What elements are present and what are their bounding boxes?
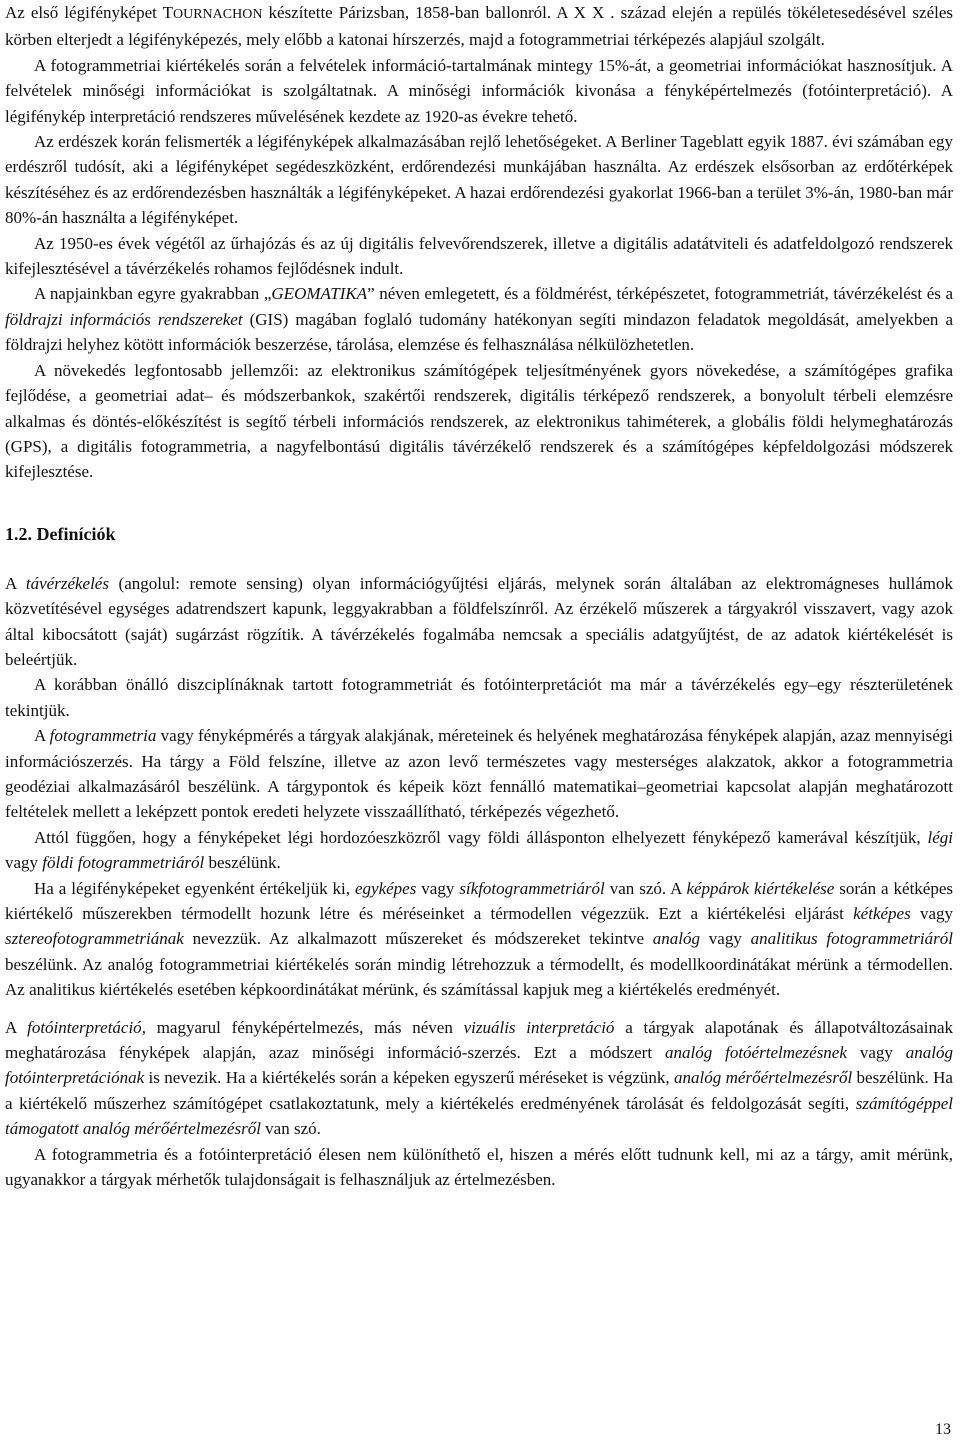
page-number: 13	[935, 1420, 951, 1438]
spacer	[5, 559, 953, 571]
definitions-section	[5, 571, 953, 1003]
spacer	[5, 510, 953, 522]
paragraph: Az erdészek korán felismerték a légifényképek alkalmazásában rejlő lehetőségeket. A Berliner Tageblatt egyik 1887. évi számában egy erdészről tudósít, aki a légifényképet segédeszközként, erdőrendezési munkájában használta. Az erdészek elsősorban az erdőtérképek készítéséhez és az erdőrendezésben használták a légifényképeket. A hazai erdőrendezési gyakorlat 1966-ban a terület 3%-án, 1980-ban már 80%-án használta a légifényképet.	[5, 132, 953, 228]
paragraph: Az első légifényképet TOURNACHON készítette Párizsban, 1858-ban ballonról. A X X . század elején a repülés tökéletesedésével széles körben elterjedt a légifényképezés, mely előbb a katonai hírszerzés, majd a fotogrammetriai térképezés alapjául szolgált.	[5, 3, 953, 50]
paragraph: Ha a légifényképeket egyenként értékeljük ki, egyképes vagy síkfotogrammetriáról van szó. A képpárok kiértékelése során a kétképes kiértékelő műszerekben térmodellt hozunk létre és méréseinket a térmodellen végezzük. Ezt a kiértékelési eljárást kétképes vagy sztereofotogrammetriának nevezzük. Az alkalmazott műszereket és módszereket tekintve analóg vagy analitikus fotogrammetriáról beszélünk. Az analóg fotogrammetriai kiértékelés során mindig létrehozzuk a térmodellt, és modellkoordinátákat mérünk a térmodellen. Az analitikus kiértékelés esetében képkoordinátákat mérünk, és számítással kapjuk meg a kiértékelés eredményét.	[5, 878, 954, 1000]
paragraph: Attól függően, hogy a fényképeket légi hordozóeszközről vagy földi állásponton elhelyezett fényképező kamerával készítjük, légi vagy földi fotogrammetriáról beszélünk.	[5, 827, 953, 873]
paragraph: A távérzékelés (angolul: remote sensing) olyan információgyűjtési eljárás, melynek során általában az elektromágneses hullámok közvetítésével egységes adatrendszert kapunk, leggyakrabban a földfelszínről. Az érzékelő műszerek a tárgyakról visszavert, vagy azok által kibocsátott (saját) sugárzást rögzítik. A távérzékelés fogalmába nemcsak a speciális adatgyűjtést, de az adatok kiértékelését is beleértjük.	[5, 573, 953, 669]
section-heading: 1.2. Definíciók	[5, 523, 116, 544]
paragraph: A fotóinterpretáció, magyarul fényképértelmezés, más néven vizuális interpretáció a tárgyak alapotának és állapotváltozásainak meghatározása fényképek alapján, azaz minőségi információ-szerzés. Ezt a módszert analóg fotóértelmezésnek vagy analóg fotóinterpretációnak is nevezik. Ha a kiértékelés során a képeken egyszerű méréseket is végzünk, analóg mérőértelmezésről beszélünk. Ha a kiértékelő műszerhez számítógépet csatlakoztatunk, mely a kiértékelés eredményének tárolását és feldolgozását segíti, számítógéppel támogatott analóg mérőértelmezésről van szó.	[5, 1017, 954, 1139]
spacer	[5, 547, 953, 559]
paragraph: A napjainkban egyre gyakrabban „GEOMATIKA” néven emlegetett, és a földmérést, térképészetet, fotogrammetriát, távérzékelést és a földrajzi információs rendszereket (GIS) magában foglaló tudomány hatékonyan segíti mindazon feladatok megoldását, amelyekben a földrajzi helyhez kötött információk beszerzése, tárolása, elemzése és felhasználása nélkülözhetetlen.	[5, 284, 953, 355]
paragraph: A fotogrammetria vagy fényképmérés a tárgyak alakjának, méreteinek és helyének meghatározása fényképek alapján, azaz mennyiségi információszerzés. Ha tárgy a Föld felszíne, illetve az azon levő természetes vagy mesterséges alakzatok, akkor a fotogrammetria geodéziai alkalmazásáról beszélünk. A tárgypontok és képeik közt fennálló matematikai–geometriai kapcsolat alapján meghatározott feltételek mellett a leképzett pontok eredeti helyzete visszaállítható, térképezés végezhető.	[5, 726, 953, 822]
paragraph: Az 1950-es évek végétől az űrhajózás és az új digitális felvevőrendszerek, illetve a digitális adatátviteli és adatfeldolgozó rendszerek kifejlesztésével a távérzékelés rohamos fejlődésnek indult.	[5, 233, 953, 279]
spacer	[5, 485, 953, 510]
paragraph: A fotogrammetria és a fotóinterpretáció élesen nem különíthető el, hiszen a mérés előtt tudnunk kell, mi az a tárgy, amit mérünk, ugyanakkor a tárgyak mérhetők tulajdonságait is felhasználjuk az értelmezésben.	[5, 1144, 953, 1190]
spacer	[5, 1003, 953, 1015]
paragraph: A korábban önálló diszciplínáknak tartott fotogrammetriát és fotóinterpretációt ma már a távérzékelés egy–egy részterületének tekintjük.	[5, 675, 953, 720]
paragraph: A növekedés legfontosabb jellemzői: az elektronikus számítógépek teljesítményének gyors növekedése, a számítógépes grafika fejlődése, a geometriai adat– és módszerbankok, szakértői rendszerek, digitális térképező rendszerek, a bonyolult térbeli elemzésre alkalmas és döntés-előkészítést is segítő térbeli információs rendszerek, az elektronikus tahiméterek, a globális földi helymeghatározás (GPS), a digitális fotogrammetria, a nagyfelbontású digitális távérzékelő rendszerek és a számítógépes képfeldolgozási módszerek kifejlesztése.	[5, 360, 953, 482]
intro-section	[5, 0, 953, 485]
paragraph: A fotogrammetriai kiértékelés során a felvételek információ-tartalmának mintegy 15%-át, a geometriai információkat hasznosítjuk. A felvételek minőségi információkat is szolgáltatnak. A minőségi információk kivonása a fényképértelmezés (fotóinterpretáció). A légifénykép interpretáció rendszeres művelésének kezdete az 1920-as évekre tehető.	[5, 55, 953, 126]
interpretation-section	[5, 1015, 953, 1193]
